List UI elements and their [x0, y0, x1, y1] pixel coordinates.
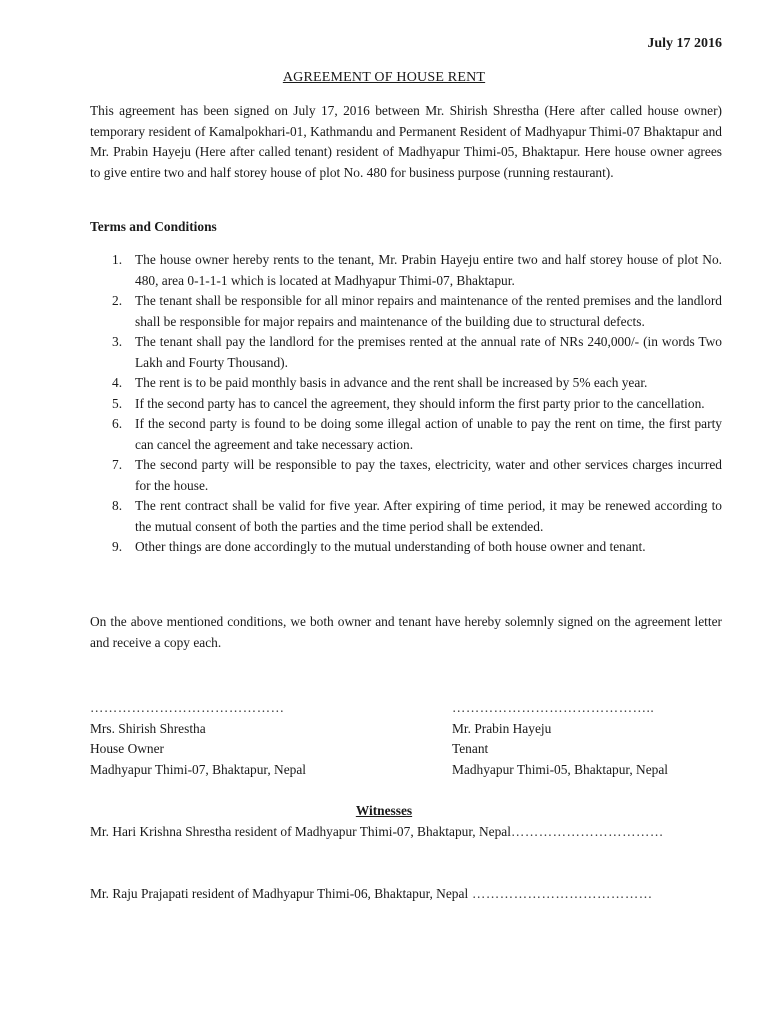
term-text: The second party will be responsible to pay the taxes, electricity, water and other services charges incurred for the house.	[135, 457, 722, 493]
term-item	[90, 414, 722, 455]
term-text: Other things are done accordingly to the mutual understanding of both house owner and tenant.	[135, 539, 646, 554]
term-item	[90, 291, 722, 332]
term-number: 3.	[112, 334, 123, 349]
closing-paragraph: On the above mentioned conditions, we both owner and tenant have hereby solemnly signed on the agreement letter and receive a copy each.	[90, 614, 722, 650]
term-item	[90, 455, 722, 496]
term-text: The rent contract shall be valid for five year. After expiring of time period, it may be renewed according to the mutual consent of both the parties and the time period shall be extended.	[135, 498, 722, 534]
term-number: 8.	[112, 498, 123, 513]
term-text: The tenant shall be responsible for all minor repairs and maintenance of the rented premises and the landlord shall be responsible for major repairs and maintenance of the building due to structural defects.	[135, 293, 722, 329]
document-title-text: AGREEMENT OF HOUSE RENT	[282, 70, 486, 85]
terms-list	[90, 250, 722, 558]
term-item	[90, 394, 722, 415]
term-number: 7.	[112, 457, 123, 472]
witness-line	[90, 822, 664, 843]
witness-signature-line: ……………………………	[510, 824, 664, 839]
terms-heading: Terms and Conditions	[90, 219, 217, 234]
term-text: If the second party has to cancel the agreement, they should inform the first party prior to the cancellation.	[135, 395, 705, 411]
agreement-date: July 17 2016	[647, 36, 722, 51]
tenant-role: Tenant	[452, 741, 489, 756]
term-item	[90, 332, 722, 373]
owner-address: Madhyapur Thimi-07, Bhaktapur, Nepal	[90, 761, 307, 777]
witness-line	[90, 884, 653, 905]
term-number: 9.	[112, 539, 123, 554]
term-text: The rent is to be paid monthly basis in advance and the rent shall be increased by 5% each year.	[135, 375, 648, 390]
witnesses-heading-text: Witnesses	[355, 803, 413, 818]
intro-paragraph: This agreement has been signed on July 17, 2016 between Mr. Shirish Shrestha (Here after called house owner) temporary resident of Kamalpokhari-01, Kathmandu and Permanent Resident of Madhyapur Thimi-07 Bhaktapur and Mr. Prabin Hayeju (Here after called tenant) resident of Madhyapur Thimi-05, Bhaktapur. Here house owner agrees to give entire two and half storey house of plot No. 480 for business purpose (running restaurant).	[90, 103, 722, 180]
term-number: 1.	[112, 252, 123, 267]
witness-text: Mr. Raju Prajapati resident of Madhyapur Thimi-06, Bhaktapur, Nepal	[90, 886, 469, 901]
document-title	[0, 68, 768, 89]
term-item	[90, 250, 722, 291]
owner-signature-line: ……………………………………	[90, 700, 285, 715]
term-text: The house owner hereby rents to the tenant, Mr. Prabin Hayeju entire two and half storey house of plot No. 480, area 0-1-1-1 which is located at Madhyapur Thimi-07, Bhaktapur.	[135, 252, 722, 288]
term-item	[90, 496, 722, 537]
term-number: 2.	[112, 293, 123, 308]
term-item	[90, 373, 722, 394]
owner-signature-block	[90, 698, 306, 780]
term-number: 5.	[112, 395, 123, 411]
term-number: 6.	[112, 416, 123, 431]
witness-text: Mr. Hari Krishna Shrestha resident of Madhyapur Thimi-07, Bhaktapur, Nepal	[90, 824, 511, 839]
witness-signature-line: …………………………………	[468, 886, 653, 901]
term-item	[90, 537, 722, 558]
tenant-signature-block	[452, 698, 668, 780]
tenant-signature-line: ……………………………………..	[452, 700, 655, 715]
witnesses-heading	[0, 801, 768, 822]
owner-role: House Owner	[90, 741, 165, 756]
term-text: The tenant shall pay the landlord for the premises rented at the annual rate of NRs 240,000/- (in words Two Lakh and Fourty Thousand).	[135, 334, 722, 370]
term-text: If the second party is found to be doing some illegal action of unable to pay the rent on time, the first party can cancel the agreement and take necessary action.	[135, 416, 722, 452]
tenant-name: Mr. Prabin Hayeju	[452, 720, 552, 736]
tenant-address: Madhyapur Thimi-05, Bhaktapur, Nepal	[452, 761, 669, 777]
term-number: 4.	[112, 375, 123, 390]
owner-name: Mrs. Shirish Shrestha	[90, 720, 206, 736]
